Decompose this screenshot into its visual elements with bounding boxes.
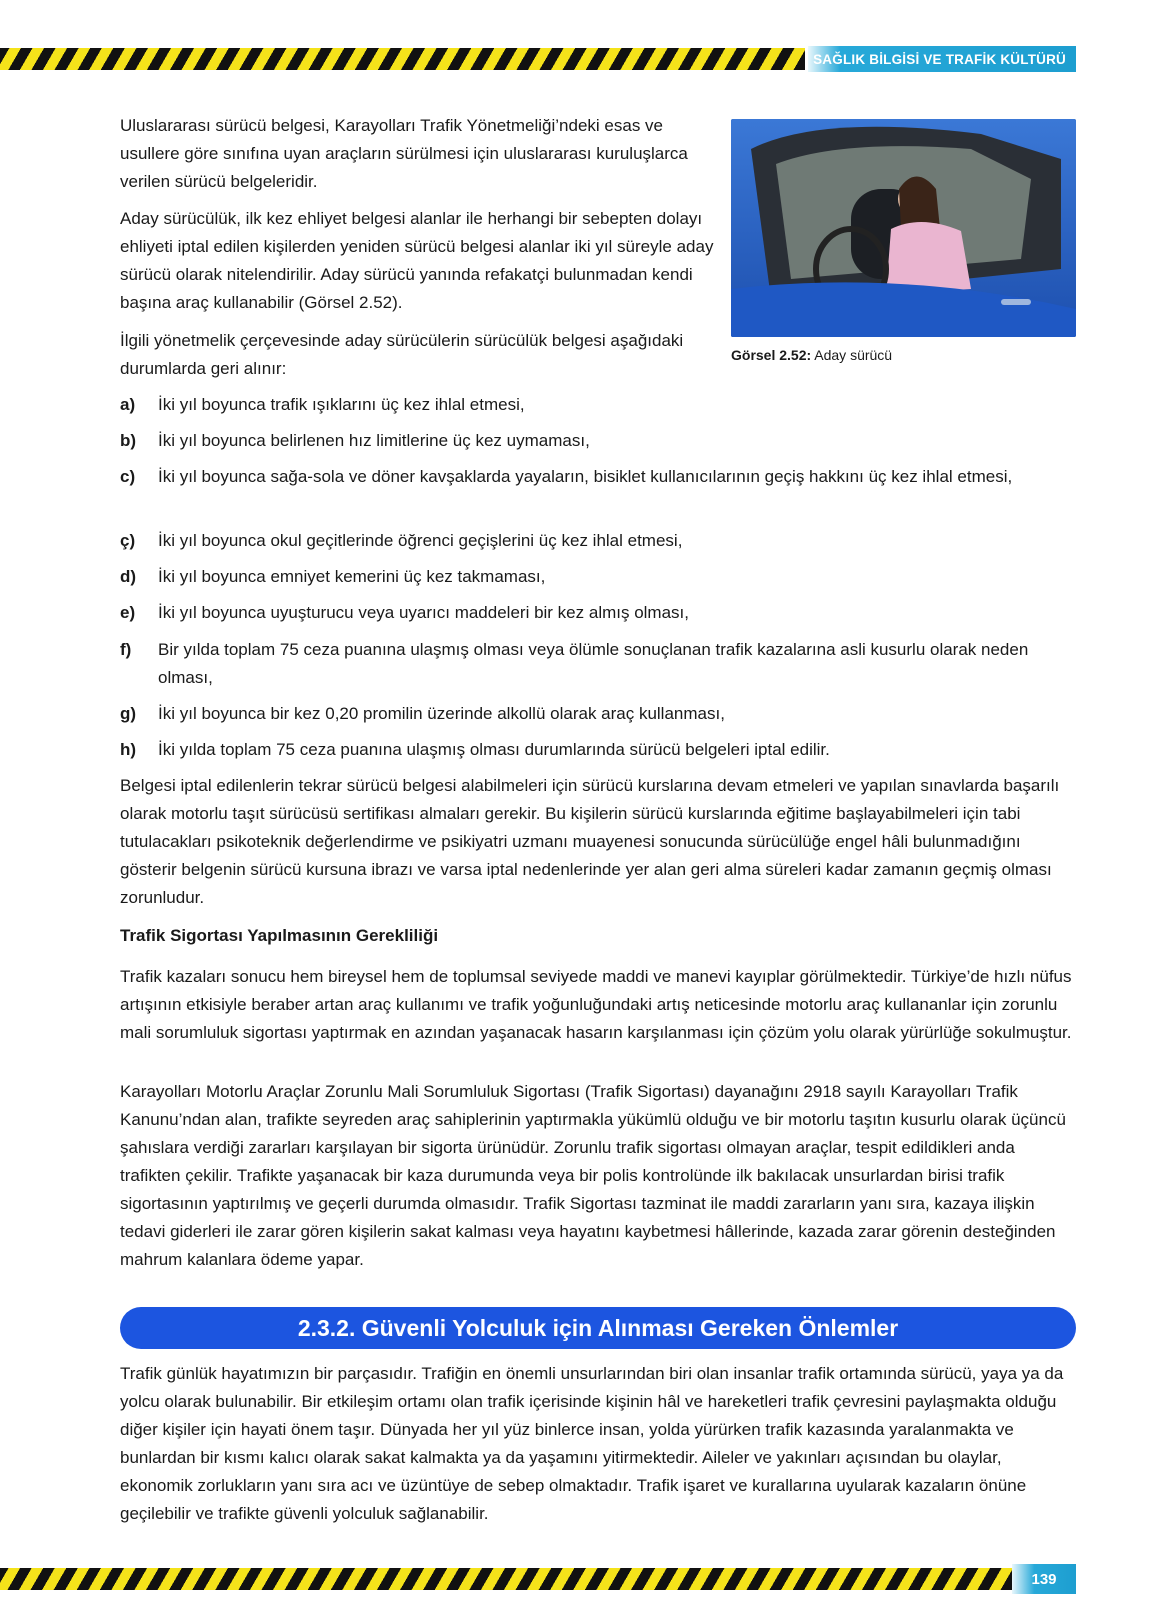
after-list-paragraph: Belgesi iptal edilenlerin tekrar sürücü belgesi alabilmeleri için sürücü kurslarına devam etmeleri ve yapılan sınavlarda başarılı olarak motorlu taşıt sürücüsü sertifikası almaları gerekir. Bu kişilerin sürücü kurslarında eğitime başlayabilmeleri için tabi tutulacakları psikoteknik değerlendirme ve psikiyatri uzmanı muayenesi sonucunda sürücülüğe engel hâli bulunmadığını gösterir belgenin sürücü kursuna ibrazı ve varsa iptal nedenlerinde yer alan geri alma süreleri kadar zamanın geçmiş olması zorunludur. <box>120 776 1060 907</box>
hazard-stripe-top <box>0 48 805 70</box>
list-text: İki yıl boyunca uyuşturucu veya uyarıcı maddeleri bir kez almış olması, <box>158 603 689 622</box>
intro-paragraph-3: İlgili yönetmelik çerçevesinde aday sürücülerin sürücülük belgesi aşağıdaki durumlarda geri alınır: <box>120 331 684 378</box>
list-marker: c) <box>120 467 136 486</box>
list-item <box>120 736 1076 764</box>
intro-paragraph-2: Aday sürücülük, ilk kez ehliyet belgesi alanlar ile herhangi bir sebepten dolayı ehliyeti iptal edilen kişilerden yeniden sürücü belgesi alanlar iki yıl süreyle aday sürücü olarak nitelendirilir. Aday sürücü yanında refakatçi bulunmadan kendi başına araç kullanabilir (Görsel 2.52). <box>120 209 714 312</box>
list-text: İki yıl boyunca okul geçitlerinde öğrenci geçişlerini üç kez ihlal etmesi, <box>158 531 683 550</box>
page-number: 139 <box>1012 1564 1076 1594</box>
section-paragraph: Trafik günlük hayatımızın bir parçasıdır. Trafiğin en önemli unsurlarından biri olan insanlar trafik ortamında sürücü, yaya ya da yolcu olarak bulunabilir. Bir etkileşim ortamı olan trafik içerisinde kişinin hâl ve hareketleri trafik çevresini paylaşmakta olduğu diğer kişiler için hayati önem taşır. Dünyada her yıl yüz binlerce insan, yolda yürürken trafik kazasında yaralanmakta ve bunlardan bir kısmı kalıcı olarak sakat kalmakta ya da yaşamını yitirmektedir. Aileler ve yakınları açısından bu olaylar, ekonomik zorlukların yanı sıra acı ve üzüntüye de sebep olmaktadır. Trafik işaret ve kurallarına uyularak kazaların önüne geçilebilir ve trafikte güvenli yolculuk sağlanabilir. <box>120 1364 1064 1523</box>
list-marker: ç) <box>120 531 136 550</box>
list-marker: a) <box>120 395 136 414</box>
caption-text: Aday sürücü <box>811 347 893 363</box>
insurance-heading: Trafik Sigortası Yapılmasının Gerekliliği <box>120 926 439 945</box>
list-item <box>120 391 1076 419</box>
list-item <box>120 700 1076 728</box>
intro-paragraph-1: Uluslararası sürücü belgesi, Karayolları Trafik Yönetmeliği’ndeki esas ve usullere göre sınıfına uyan araçların sürülmesi için uluslararası kuruluşlarca verilen sürücü belgeleridir. <box>120 116 688 191</box>
list-item <box>120 427 1076 455</box>
list-marker: g) <box>120 704 137 723</box>
list-text: Bir yılda toplam 75 ceza puanına ulaşmış olması veya ölümle sonuçlanan trafik kazalarına asli kusurlu olarak neden olması, <box>158 640 1029 687</box>
list-text: İki yıl boyunca belirlenen hız limitlerine üç kez uymaması, <box>158 431 590 450</box>
caption-label: Görsel 2.52: <box>731 347 812 363</box>
list-marker: h) <box>120 740 137 759</box>
list-marker: b) <box>120 431 137 450</box>
list-marker: e) <box>120 603 136 622</box>
list-item <box>120 599 1076 627</box>
insurance-paragraph-1: Trafik kazaları sonucu hem bireysel hem de toplumsal seviyede maddi ve manevi kayıplar görülmektedir. Türkiye’de hızlı nüfus artışının etkisiyle beraber artan araç kullanımı ve trafik yoğunluğundaki artış neticesinde motorlu araç kullananlar için zorunlu mali sorumluluk sigortası yaptırmak en azından yaşanacak hasarın karşılanması için çözüm yolu olarak yürürlüğe sokulmuştur. <box>120 967 1072 1042</box>
figure-photo <box>731 119 1076 337</box>
hazard-stripe-bottom <box>0 1568 1012 1590</box>
insurance-paragraph-2: Karayolları Motorlu Araçlar Zorunlu Mali Sorumluluk Sigortası (Trafik Sigortası) dayanağını 2918 sayılı Karayolları Trafik Kanunu’ndan alan, trafikte seyreden araç sahiplerinin yaptırmakla yükümlü olduğu ve bir motorlu taşıtın kusurlu olarak üçüncü şahıslara verdiği zararları karşılayan bir sigorta ürünüdür. Zorunlu trafik sigortası olmayan araçlar, tespit edildikleri anda trafikten çekilir. Trafikte yaşanacak bir kaza durumunda veya bir polis kontrolünde ilk bakılacak unsurlardan birisi trafik sigortasının yaptırılmış ve geçerli durumda olmasıdır. Trafik Sigortası tazminat ile maddi zararların yanı sıra, kazaya ilişkin tedavi giderleri ile zarar gören kişilerin sakat kalması veya hayatını kaybetmesi hâllerinde, kazada zarar görenin desteğinden mahrum kalanlara ödeme yapar. <box>120 1082 1066 1269</box>
list-marker: f) <box>120 640 132 659</box>
list-marker: d) <box>120 567 137 586</box>
list-text: İki yıl boyunca trafik ışıklarını üç kez ihlal etmesi, <box>158 395 525 414</box>
list-item <box>120 527 1076 555</box>
chapter-header: SAĞLIK BİLGİSİ VE TRAFİK KÜLTÜRÜ <box>808 46 1076 72</box>
list-item <box>120 463 1076 491</box>
figure-caption <box>731 347 892 363</box>
section-title-bar: 2.3.2. Güvenli Yolculuk için Alınması Gereken Önlemler <box>120 1307 1076 1349</box>
list-item <box>120 636 1076 692</box>
car-driver-illustration <box>731 119 1076 337</box>
list-text: İki yıl boyunca emniyet kemerini üç kez takmaması, <box>158 567 546 586</box>
list-item <box>120 563 1076 591</box>
list-text: İki yıl boyunca bir kez 0,20 promilin üzerinde alkollü olarak araç kullanması, <box>158 704 725 723</box>
list-text: İki yıl boyunca sağa-sola ve döner kavşaklarda yayaların, bisiklet kullanıcılarının geçiş hakkını üç kez ihlal etmesi, <box>158 467 1013 486</box>
list-text: İki yılda toplam 75 ceza puanına ulaşmış olması durumlarında sürücü belgeleri iptal edilir. <box>158 740 830 759</box>
